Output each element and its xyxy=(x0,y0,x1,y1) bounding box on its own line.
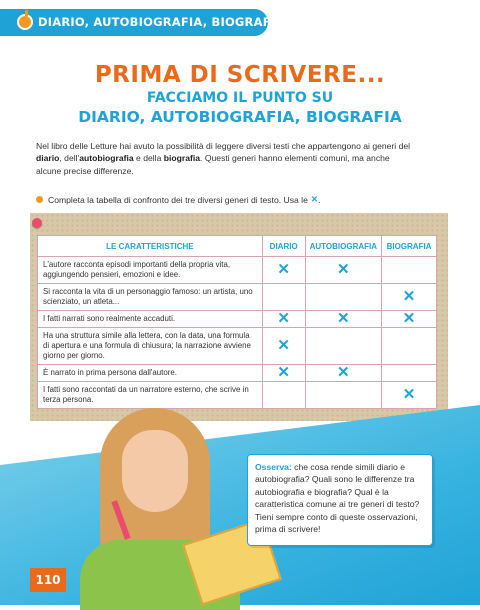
cross-mark-icon: ✕ xyxy=(337,363,350,381)
page-title: PRIMA DI SCRIVERE... xyxy=(94,62,386,88)
cell-biografia[interactable] xyxy=(382,365,437,382)
row-text: I fatti sono raccontati da un narratore esterno, che scrive in terza persona. xyxy=(38,382,263,409)
row-text: L'autore racconta episodi importanti della propria vita, aggiungendo pensieri, emozioni e idee. xyxy=(38,257,263,284)
table-row xyxy=(38,257,437,284)
intro-paragraph: Nel libro delle Letture hai avuto la possibilità di leggere diversi testi che appartengono ai generi del diario, dell'autobiografia e della biografia. Questi generi hanno elementi comuni, ma anche alcune precise differenze. xyxy=(36,141,411,176)
cell-biografia[interactable] xyxy=(382,328,437,365)
cross-mark-icon: ✕ xyxy=(337,309,350,327)
cell-autobiografia[interactable] xyxy=(305,311,381,328)
page-subtitle: FACCIAMO IL PUNTO SU xyxy=(146,90,334,106)
callout-text: che cosa rende simili diario e autobiografia? Quali sono le differenze tra autobiografia e biografia? Qual è la caratteristica comune ai tre generi di testo? Tieni sempre conto di queste osservazioni, prima di scrivere! xyxy=(255,462,420,535)
pushpin-icon xyxy=(32,218,42,228)
pencil-bullet-icon xyxy=(17,14,33,30)
banner-title: DIARIO, AUTOBIOGRAFIA, BIOGRAFIA xyxy=(38,15,285,29)
header-biografia: BIOGRAFIA xyxy=(382,236,437,257)
cell-diario[interactable] xyxy=(262,311,305,328)
row-text: Si racconta la vita di un personaggio famoso: un artista, uno scienziato, un atleta... xyxy=(38,284,263,311)
orange-bullet-icon xyxy=(36,196,43,203)
cell-diario[interactable] xyxy=(262,365,305,382)
table-row xyxy=(38,284,437,311)
cell-autobiografia[interactable] xyxy=(305,382,381,409)
observation-callout xyxy=(247,454,433,546)
row-text: Ha una struttura simile alla lettera, con la data, una formula di apertura e una formula di chiusura; la narrazione avviene giorno per giorno. xyxy=(38,328,263,365)
cell-autobiografia[interactable] xyxy=(305,365,381,382)
girl-face xyxy=(122,430,188,512)
cell-autobiografia[interactable] xyxy=(305,284,381,311)
cell-biografia[interactable] xyxy=(382,382,437,409)
cell-biografia[interactable] xyxy=(382,284,437,311)
row-text: I fatti narrati sono realmente accaduti. xyxy=(38,311,263,328)
cell-autobiografia[interactable] xyxy=(305,328,381,365)
cell-biografia[interactable] xyxy=(382,311,437,328)
cross-mark-icon: ✕ xyxy=(277,260,290,278)
cross-mark-icon: ✕ xyxy=(277,309,290,327)
cross-mark-icon: ✕ xyxy=(402,309,416,327)
cross-mark-icon: ✕ xyxy=(310,194,319,204)
cross-mark-icon: ✕ xyxy=(402,287,416,305)
page-subtitle-topics: DIARIO, AUTOBIOGRAFIA, BIOGRAFIA xyxy=(78,108,402,126)
cross-mark-icon: ✕ xyxy=(277,363,290,381)
table-row xyxy=(38,328,437,365)
cell-diario[interactable] xyxy=(262,328,305,365)
header-caratteristiche: LE CARATTERISTICHE xyxy=(38,236,263,257)
row-text: È narrato in prima persona dall'autore. xyxy=(38,365,263,382)
comparison-table xyxy=(37,235,437,409)
callout-keyword: Osserva: xyxy=(255,462,292,472)
cross-mark-icon: ✕ xyxy=(277,336,290,354)
cross-mark-icon: ✕ xyxy=(402,385,416,403)
header-diario: DIARIO xyxy=(262,236,305,257)
cell-biografia[interactable] xyxy=(382,257,437,284)
table-header-row xyxy=(38,236,437,257)
cell-diario[interactable] xyxy=(262,284,305,311)
cell-diario[interactable] xyxy=(262,257,305,284)
header-autobiografia: AUTOBIOGRAFIA xyxy=(305,236,381,257)
cross-mark-icon: ✕ xyxy=(337,260,350,278)
cell-autobiografia[interactable] xyxy=(305,257,381,284)
page-number: 110 xyxy=(30,568,66,592)
instruction: Completa la tabella di confronto dei tre diversi generi di testo. Usa le ✕ . xyxy=(36,194,436,205)
table-row xyxy=(38,365,437,382)
table-row xyxy=(38,311,437,328)
instruction-text: Completa la tabella di confronto dei tre diversi generi di testo. Usa le xyxy=(48,194,308,205)
